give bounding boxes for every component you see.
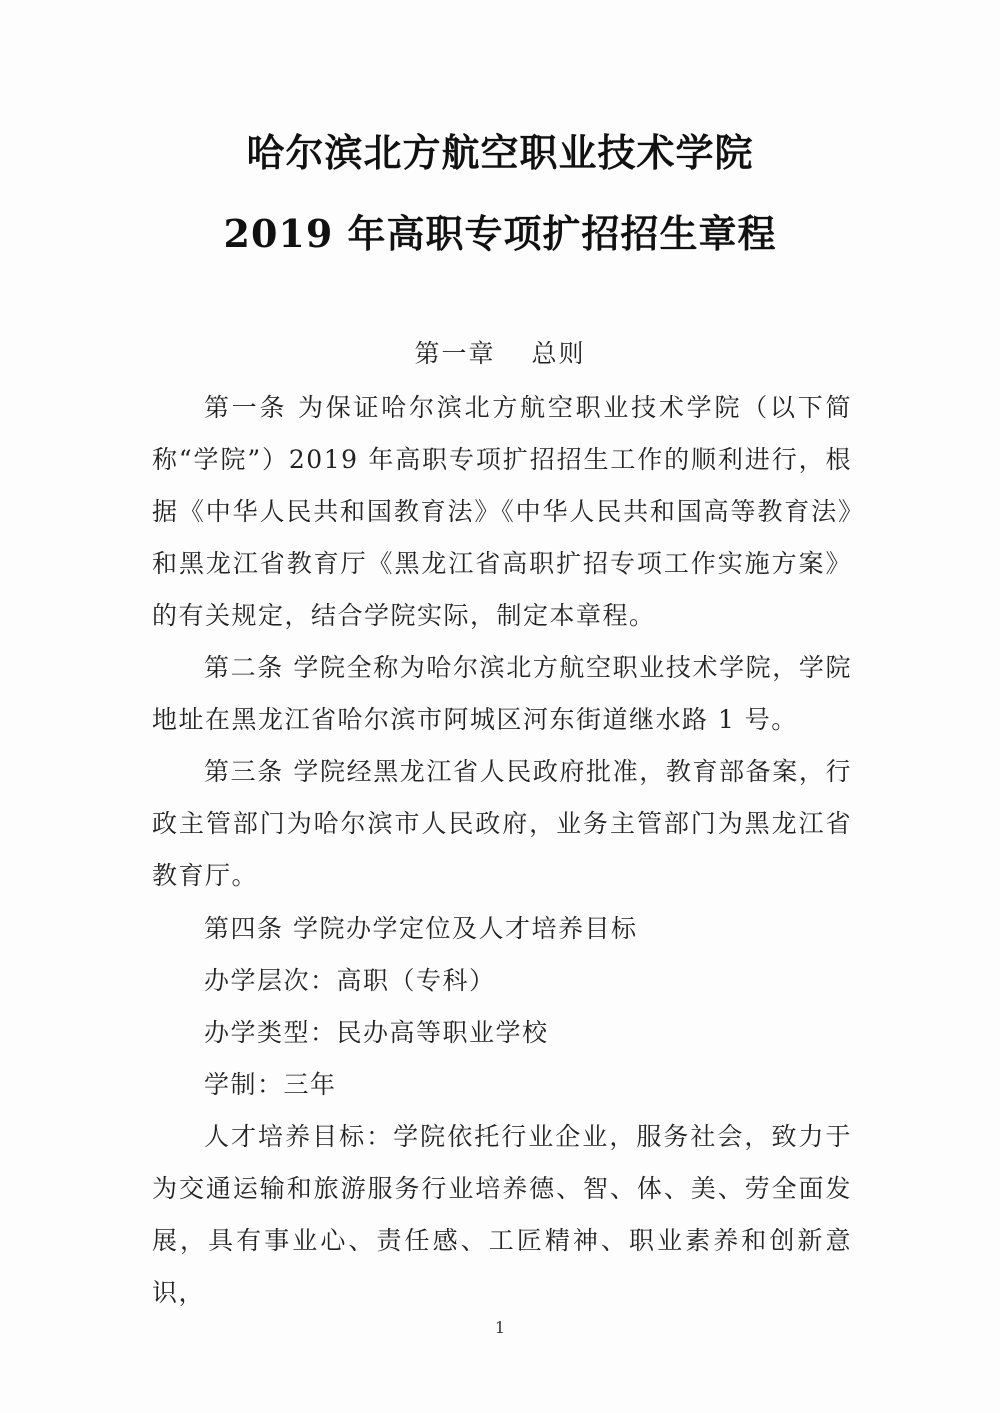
paragraph: 第二条 学院全称为哈尔滨北方航空职业技术学院，学院地址在黑龙江省哈尔滨市阿城区河东街道继水路 1 号。 bbox=[152, 653, 852, 734]
article-2 bbox=[152, 642, 852, 746]
chapter-name: 总则 bbox=[531, 339, 586, 368]
document-title-line-2: 2019 年高职专项扩招招生章程 bbox=[223, 211, 777, 256]
paragraph: 学制：三年 bbox=[204, 1070, 337, 1099]
paragraph: 第四条 学院办学定位及人才培养目标 bbox=[204, 914, 638, 943]
paragraph: 办学层次：高职（专科） bbox=[204, 966, 496, 995]
page-number: 1 bbox=[494, 1318, 506, 1337]
paragraph: 人才培养目标：学院依托行业企业，服务社会，致力于为交通运输和旅游服务行业培养德、智、体、美、劳全面发展，具有事业心、责任感、工匠精神、职业素养和创新意识， bbox=[152, 1122, 852, 1307]
paragraph: 第三条 学院经黑龙江省人民政府批准，教育部备案，行政主管部门为哈尔滨市人民政府，业务主管部门为黑龙江省教育厅。 bbox=[152, 757, 852, 890]
paragraph: 第一条 为保证哈尔滨北方航空职业技术学院（以下简称“学院”）2019 年高职专项扩招招生工作的顺利进行，根据《中华人民共和国教育法》《中华人民共和国高等教育法》和黑龙江省教育厅《黑龙江省高职扩招专项工作实施方案》的有关规定，结合学院实际，制定本章程。 bbox=[152, 393, 852, 630]
article-3 bbox=[152, 746, 852, 902]
chapter-number: 第一章 bbox=[414, 339, 496, 368]
article-4 bbox=[152, 903, 852, 1319]
chapter-heading bbox=[0, 334, 1000, 370]
document-title-line-1: 哈尔滨北方航空职业技术学院 bbox=[246, 130, 754, 175]
article-1 bbox=[152, 382, 852, 642]
paragraph: 办学类型：民办高等职业学校 bbox=[204, 1018, 549, 1047]
